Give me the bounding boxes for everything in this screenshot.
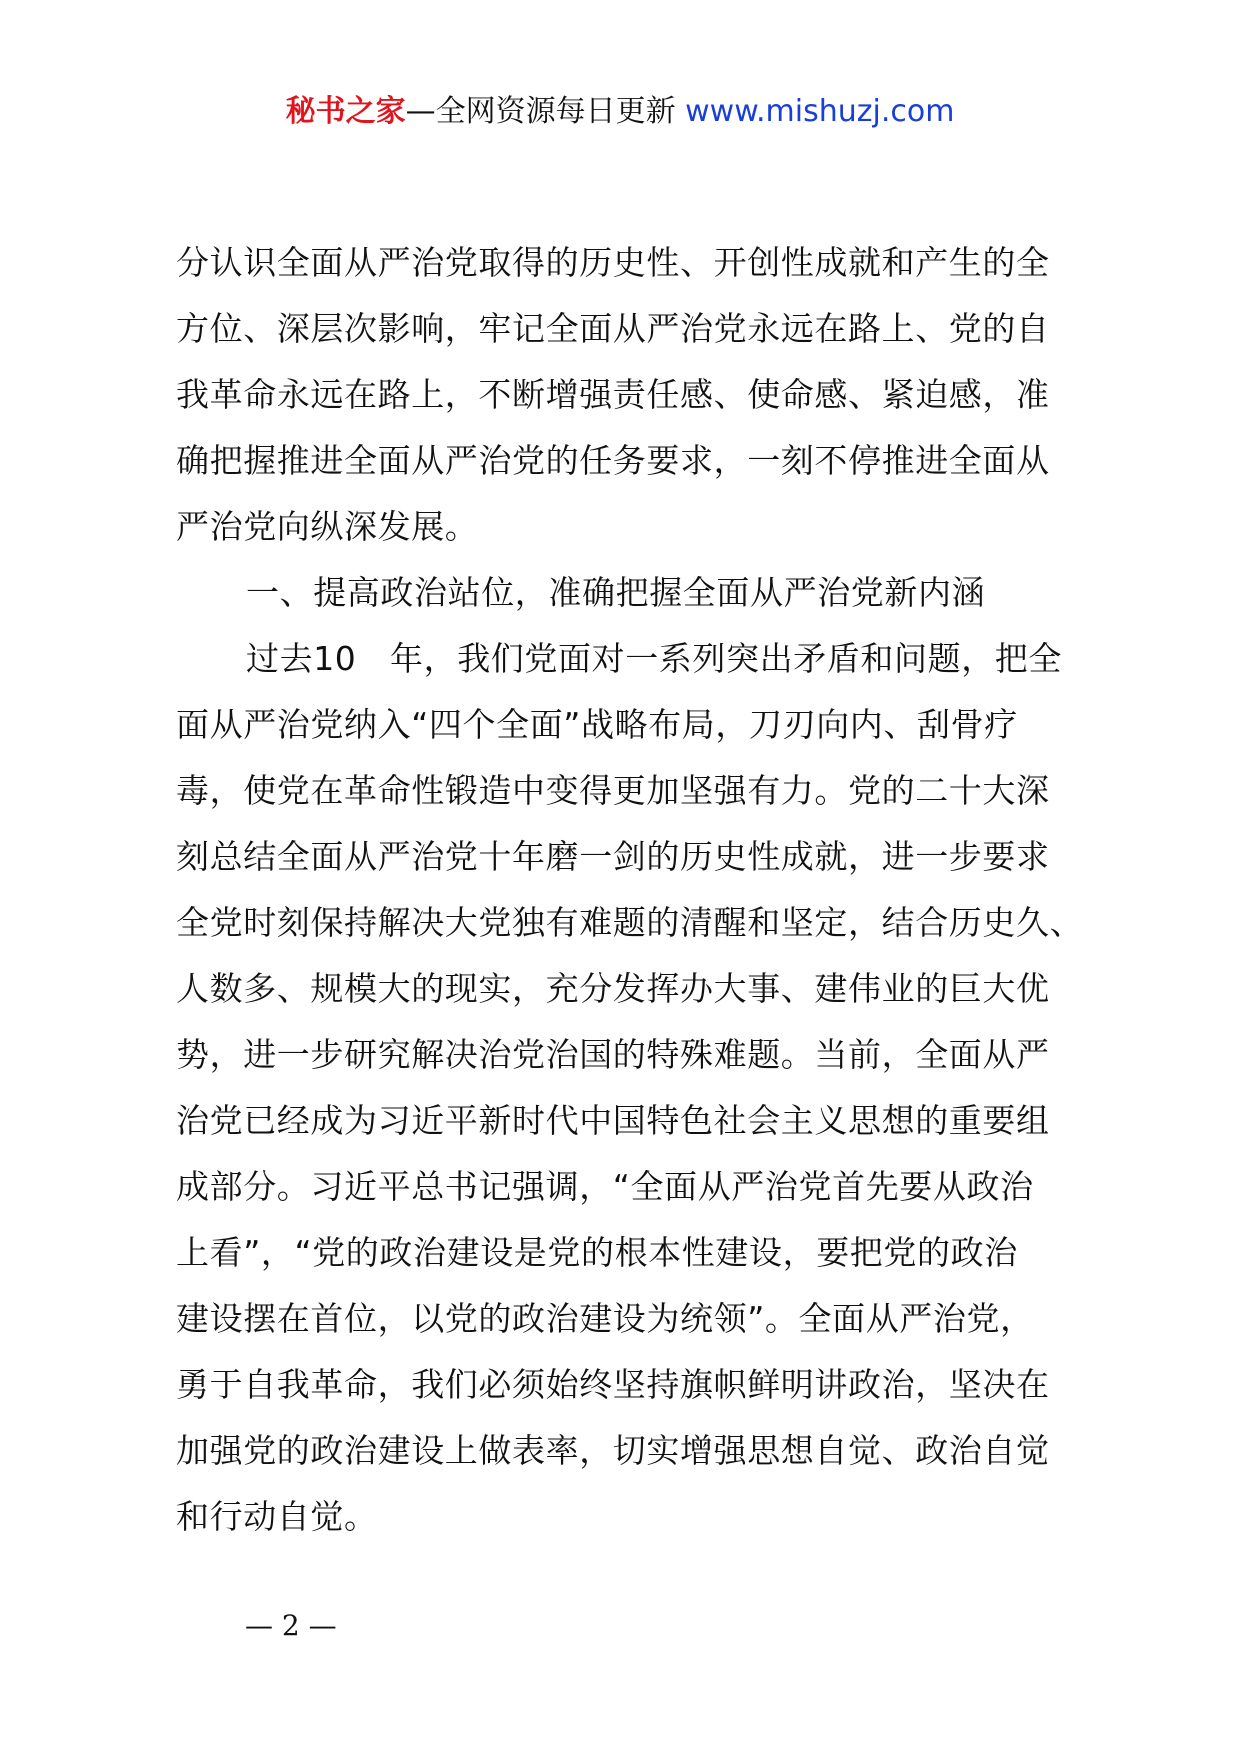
text-line: 和行动自觉。 — [176, 1497, 378, 1536]
document-body — [176, 230, 1084, 1550]
text-line: 方位、深层次影响，牢记全面从严治党永远在路上、党的自 — [176, 309, 1050, 348]
text-line: 成部分。习近平总书记强调，“全面从严治党首先要从政治 — [176, 1167, 1034, 1206]
text-line: 治党已经成为习近平新时代中国特色社会主义思想的重要组 — [176, 1101, 1050, 1140]
text-line: 分认识全面从严治党取得的历史性、开创性成就和产生的全 — [176, 243, 1050, 282]
text-line: 建设摆在首位，以党的政治建设为统领”。全面从严治党， — [176, 1299, 1034, 1338]
text-line: 过去10 年，我们党面对一系列突出矛盾和问题，把全 — [246, 639, 1062, 678]
text-line: 刻总结全面从严治党十年磨一剑的历史性成就，进一步要求 — [176, 837, 1050, 876]
text-line: 严治党向纵深发展。 — [176, 507, 479, 546]
header-brand: 秘书之家 — [285, 94, 406, 129]
text-line: 面从严治党纳入“四个全面”战略布局，刀刃向内、刮骨疗 — [176, 705, 1018, 744]
text-line: 全党时刻保持解决大党独有难题的清醒和坚定，结合历史久、 — [176, 903, 1084, 942]
text-line: 势，进一步研究解决治党治国的特殊难题。当前，全面从严 — [176, 1035, 1050, 1074]
text-line: 人数多、规模大的现实，充分发挥办大事、建伟业的巨大优 — [176, 969, 1050, 1008]
section-heading: 一、提高政治站位，准确把握全面从严治党新内涵 — [246, 573, 986, 612]
text-line: 加强党的政治建设上做表率，切实增强思想自觉、政治自觉 — [176, 1431, 1050, 1470]
header-tagline: —全网资源每日更新 — [405, 94, 686, 129]
page-number: — 2 — — [245, 1609, 337, 1642]
text-line: 我革命永远在路上，不断增强责任感、使命感、紧迫感，准 — [176, 375, 1050, 414]
text-line: 毒，使党在革命性锻造中变得更加坚强有力。党的二十大深 — [176, 771, 1050, 810]
watermark-header — [0, 92, 1240, 132]
header-url[interactable]: www.mishuzj.com — [685, 94, 955, 129]
text-line: 勇于自我革命，我们必须始终坚持旗帜鲜明讲政治，坚决在 — [176, 1365, 1050, 1404]
text-line: 确把握推进全面从严治党的任务要求，一刻不停推进全面从 — [176, 441, 1050, 480]
text-line: 上看”，“党的政治建设是党的根本性建设，要把党的政治 — [176, 1233, 1018, 1272]
